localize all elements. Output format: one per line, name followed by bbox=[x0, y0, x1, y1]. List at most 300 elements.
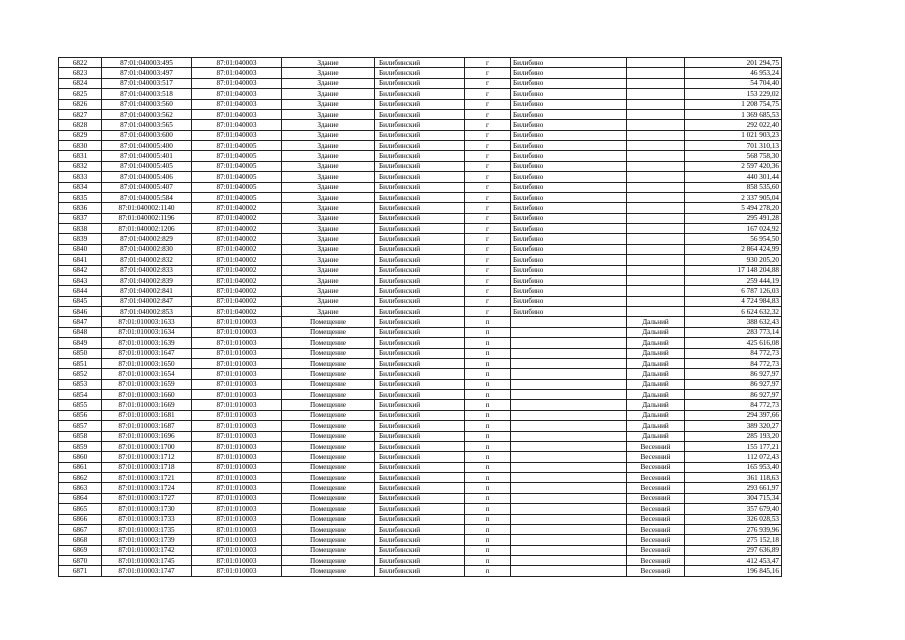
cell-row-number: 6863 bbox=[59, 483, 102, 493]
cell-settlement-type: п bbox=[465, 317, 511, 327]
cell-cadastral-value: 54 704,40 bbox=[685, 78, 782, 88]
cell-district: Билибинский bbox=[375, 182, 465, 192]
cell-object-type: Здание bbox=[282, 265, 375, 275]
cell-cadastral-quarter: 87:01:040003 bbox=[192, 120, 282, 130]
cell-object-type: Здание bbox=[282, 275, 375, 285]
cell-cadastral-value: 930 205,20 bbox=[685, 255, 782, 265]
cell-district: Билибинский bbox=[375, 78, 465, 88]
cell-row-number: 6824 bbox=[59, 78, 102, 88]
cell-settlement-type: г bbox=[465, 89, 511, 99]
cell-cadastral-value: 259 444,19 bbox=[685, 275, 782, 285]
cell-cadastral-value: 112 072,43 bbox=[685, 452, 782, 462]
cell-row-number: 6852 bbox=[59, 369, 102, 379]
cell-settlement-type: г bbox=[465, 307, 511, 317]
cell-district: Билибинский bbox=[375, 224, 465, 234]
cell-row-number: 6841 bbox=[59, 255, 102, 265]
cell-district: Билибинский bbox=[375, 89, 465, 99]
cell-cadastral-value: 361 118,63 bbox=[685, 473, 782, 483]
table-row bbox=[59, 89, 782, 99]
cell-settlement-type: п bbox=[465, 524, 511, 534]
table-row bbox=[59, 566, 782, 576]
cell-cadastral-value: 2 597 420,36 bbox=[685, 161, 782, 171]
cell-cadastral-value: 1 021 903,23 bbox=[685, 130, 782, 140]
cell-row-number: 6844 bbox=[59, 286, 102, 296]
cell-settlement-type: п bbox=[465, 473, 511, 483]
cell-row-number: 6825 bbox=[59, 89, 102, 99]
table-row bbox=[59, 192, 782, 202]
cell-cadastral-quarter: 87:01:010003 bbox=[192, 338, 282, 348]
cell-settlement bbox=[627, 58, 685, 68]
cell-cadastral-number: 87:01:010003:1721 bbox=[102, 473, 192, 483]
table-row bbox=[59, 514, 782, 524]
cell-object-type: Здание bbox=[282, 78, 375, 88]
cell-city: Билибино bbox=[511, 130, 627, 140]
cell-cadastral-number: 87:01:010003:1718 bbox=[102, 462, 192, 472]
cell-district: Билибинский bbox=[375, 161, 465, 171]
cell-cadastral-number: 87:01:040003:495 bbox=[102, 58, 192, 68]
cell-row-number: 6853 bbox=[59, 379, 102, 389]
cell-cadastral-number: 87:01:010003:1669 bbox=[102, 400, 192, 410]
cell-cadastral-number: 87:01:010003:1687 bbox=[102, 421, 192, 431]
cell-settlement-type: п bbox=[465, 369, 511, 379]
table-row bbox=[59, 327, 782, 337]
table-row bbox=[59, 109, 782, 119]
cell-settlement bbox=[627, 120, 685, 130]
cell-cadastral-number: 87:01:010003:1639 bbox=[102, 338, 192, 348]
table-row bbox=[59, 182, 782, 192]
cell-city bbox=[511, 410, 627, 420]
cell-object-type: Здание bbox=[282, 296, 375, 306]
cell-cadastral-number: 87:01:010003:1696 bbox=[102, 431, 192, 441]
cell-object-type: Помещение bbox=[282, 493, 375, 503]
cell-cadastral-number: 87:01:040002:841 bbox=[102, 286, 192, 296]
cell-city: Билибино bbox=[511, 286, 627, 296]
cell-object-type: Помещение bbox=[282, 410, 375, 420]
cell-district: Билибинский bbox=[375, 244, 465, 254]
table-row bbox=[59, 275, 782, 285]
cell-cadastral-value: 388 632,43 bbox=[685, 317, 782, 327]
cell-city bbox=[511, 504, 627, 514]
table-row bbox=[59, 141, 782, 151]
table-row bbox=[59, 99, 782, 109]
cell-row-number: 6849 bbox=[59, 338, 102, 348]
cell-cadastral-value: 4 724 984,83 bbox=[685, 296, 782, 306]
cell-district: Билибинский bbox=[375, 141, 465, 151]
cell-cadastral-value: 155 177,21 bbox=[685, 441, 782, 451]
cell-cadastral-value: 285 193,20 bbox=[685, 431, 782, 441]
cell-settlement bbox=[627, 89, 685, 99]
cell-district: Билибинский bbox=[375, 390, 465, 400]
cell-settlement-type: г bbox=[465, 255, 511, 265]
cell-city: Билибино bbox=[511, 234, 627, 244]
cell-district: Билибинский bbox=[375, 58, 465, 68]
cell-district: Билибинский bbox=[375, 369, 465, 379]
cell-cadastral-quarter: 87:01:040005 bbox=[192, 141, 282, 151]
cell-object-type: Здание bbox=[282, 68, 375, 78]
cell-settlement-type: г bbox=[465, 182, 511, 192]
cell-cadastral-number: 87:01:010003:1733 bbox=[102, 514, 192, 524]
cell-cadastral-number: 87:01:010003:1724 bbox=[102, 483, 192, 493]
cell-district: Билибинский bbox=[375, 462, 465, 472]
cell-row-number: 6834 bbox=[59, 182, 102, 192]
cell-cadastral-quarter: 87:01:010003 bbox=[192, 462, 282, 472]
cell-settlement-type: г bbox=[465, 161, 511, 171]
cell-settlement-type: п bbox=[465, 431, 511, 441]
cell-cadastral-number: 87:01:040003:562 bbox=[102, 109, 192, 119]
cell-cadastral-quarter: 87:01:040002 bbox=[192, 265, 282, 275]
cell-settlement-type: п bbox=[465, 441, 511, 451]
cell-city bbox=[511, 327, 627, 337]
cell-row-number: 6867 bbox=[59, 524, 102, 534]
cell-settlement-type: г bbox=[465, 296, 511, 306]
table-row bbox=[59, 400, 782, 410]
cell-object-type: Помещение bbox=[282, 441, 375, 451]
cell-city bbox=[511, 473, 627, 483]
cell-settlement-type: п bbox=[465, 327, 511, 337]
cell-city: Билибино bbox=[511, 120, 627, 130]
cell-cadastral-number: 87:01:010003:1739 bbox=[102, 535, 192, 545]
cell-object-type: Здание bbox=[282, 224, 375, 234]
cell-district: Билибинский bbox=[375, 265, 465, 275]
cell-settlement-type: п bbox=[465, 566, 511, 576]
cell-cadastral-quarter: 87:01:040003 bbox=[192, 99, 282, 109]
cell-cadastral-quarter: 87:01:040003 bbox=[192, 68, 282, 78]
cell-cadastral-quarter: 87:01:040003 bbox=[192, 109, 282, 119]
cell-cadastral-quarter: 87:01:010003 bbox=[192, 556, 282, 566]
cell-row-number: 6869 bbox=[59, 545, 102, 555]
cell-settlement-type: п bbox=[465, 452, 511, 462]
cell-object-type: Помещение bbox=[282, 504, 375, 514]
cell-cadastral-quarter: 87:01:040002 bbox=[192, 286, 282, 296]
cell-cadastral-quarter: 87:01:040002 bbox=[192, 296, 282, 306]
cell-settlement: Весенний bbox=[627, 514, 685, 524]
cell-cadastral-quarter: 87:01:010003 bbox=[192, 410, 282, 420]
cell-settlement: Весенний bbox=[627, 483, 685, 493]
cell-cadastral-value: 153 229,02 bbox=[685, 89, 782, 99]
cell-cadastral-number: 87:01:040005:407 bbox=[102, 182, 192, 192]
cell-row-number: 6860 bbox=[59, 452, 102, 462]
cell-settlement-type: п bbox=[465, 462, 511, 472]
cell-city: Билибино bbox=[511, 68, 627, 78]
table-row bbox=[59, 524, 782, 534]
cell-cadastral-quarter: 87:01:040002 bbox=[192, 244, 282, 254]
table-row bbox=[59, 78, 782, 88]
cell-city bbox=[511, 545, 627, 555]
cell-cadastral-quarter: 87:01:040005 bbox=[192, 192, 282, 202]
cadastral-value-table bbox=[58, 57, 782, 577]
cell-cadastral-quarter: 87:01:040003 bbox=[192, 89, 282, 99]
cell-cadastral-quarter: 87:01:040005 bbox=[192, 161, 282, 171]
cell-cadastral-value: 283 773,14 bbox=[685, 327, 782, 337]
cell-cadastral-number: 87:01:010003:1660 bbox=[102, 390, 192, 400]
cell-cadastral-quarter: 87:01:040002 bbox=[192, 307, 282, 317]
cell-cadastral-number: 87:01:040003:497 bbox=[102, 68, 192, 78]
cell-city bbox=[511, 483, 627, 493]
cell-settlement bbox=[627, 255, 685, 265]
cell-city: Билибино bbox=[511, 89, 627, 99]
cell-row-number: 6862 bbox=[59, 473, 102, 483]
cell-city: Билибино bbox=[511, 172, 627, 182]
table-row bbox=[59, 379, 782, 389]
cell-cadastral-value: 292 022,40 bbox=[685, 120, 782, 130]
cell-city bbox=[511, 493, 627, 503]
cell-settlement bbox=[627, 192, 685, 202]
table-row bbox=[59, 286, 782, 296]
cell-row-number: 6839 bbox=[59, 234, 102, 244]
cell-settlement bbox=[627, 151, 685, 161]
cell-settlement-type: г bbox=[465, 151, 511, 161]
cell-object-type: Помещение bbox=[282, 379, 375, 389]
cell-cadastral-quarter: 87:01:040005 bbox=[192, 172, 282, 182]
cell-settlement-type: г bbox=[465, 286, 511, 296]
table-row bbox=[59, 493, 782, 503]
table-row bbox=[59, 58, 782, 68]
cell-settlement: Весенний bbox=[627, 535, 685, 545]
table-row bbox=[59, 203, 782, 213]
cell-settlement-type: п bbox=[465, 390, 511, 400]
cell-row-number: 6842 bbox=[59, 265, 102, 275]
cell-settlement bbox=[627, 286, 685, 296]
cell-object-type: Помещение bbox=[282, 483, 375, 493]
cell-city bbox=[511, 556, 627, 566]
cell-city: Билибино bbox=[511, 224, 627, 234]
cell-cadastral-number: 87:01:010003:1633 bbox=[102, 317, 192, 327]
cell-row-number: 6868 bbox=[59, 535, 102, 545]
cell-city: Билибино bbox=[511, 161, 627, 171]
cell-row-number: 6836 bbox=[59, 203, 102, 213]
cell-cadastral-value: 165 953,40 bbox=[685, 462, 782, 472]
cell-district: Билибинский bbox=[375, 151, 465, 161]
cell-settlement-type: г bbox=[465, 203, 511, 213]
table-row bbox=[59, 307, 782, 317]
cell-cadastral-value: 201 294,75 bbox=[685, 58, 782, 68]
cell-city bbox=[511, 379, 627, 389]
cell-city: Билибино bbox=[511, 141, 627, 151]
cell-cadastral-number: 87:01:010003:1654 bbox=[102, 369, 192, 379]
cell-cadastral-number: 87:01:040003:517 bbox=[102, 78, 192, 88]
cell-city bbox=[511, 390, 627, 400]
cell-row-number: 6830 bbox=[59, 141, 102, 151]
cell-settlement bbox=[627, 172, 685, 182]
cell-settlement-type: п bbox=[465, 493, 511, 503]
table-row bbox=[59, 390, 782, 400]
cell-settlement bbox=[627, 78, 685, 88]
cell-object-type: Помещение bbox=[282, 473, 375, 483]
cell-settlement bbox=[627, 265, 685, 275]
cell-cadastral-number: 87:01:040002:853 bbox=[102, 307, 192, 317]
cell-cadastral-value: 425 616,08 bbox=[685, 338, 782, 348]
table-row bbox=[59, 473, 782, 483]
cell-city bbox=[511, 462, 627, 472]
cell-district: Билибинский bbox=[375, 431, 465, 441]
cell-cadastral-value: 2 337 905,04 bbox=[685, 192, 782, 202]
cell-object-type: Помещение bbox=[282, 369, 375, 379]
cell-district: Билибинский bbox=[375, 358, 465, 368]
cell-city bbox=[511, 421, 627, 431]
cell-object-type: Здание bbox=[282, 182, 375, 192]
cell-settlement: Дальний bbox=[627, 338, 685, 348]
cell-cadastral-quarter: 87:01:010003 bbox=[192, 421, 282, 431]
table-row bbox=[59, 317, 782, 327]
cell-cadastral-quarter: 87:01:040002 bbox=[192, 275, 282, 285]
cell-cadastral-quarter: 87:01:040003 bbox=[192, 58, 282, 68]
cell-settlement-type: г bbox=[465, 213, 511, 223]
table-row bbox=[59, 358, 782, 368]
cell-settlement-type: п bbox=[465, 410, 511, 420]
cell-row-number: 6851 bbox=[59, 358, 102, 368]
cell-settlement-type: г bbox=[465, 275, 511, 285]
cell-cadastral-quarter: 87:01:040003 bbox=[192, 78, 282, 88]
cell-settlement bbox=[627, 244, 685, 254]
cell-settlement-type: п bbox=[465, 556, 511, 566]
cell-object-type: Здание bbox=[282, 141, 375, 151]
table-row bbox=[59, 255, 782, 265]
cell-city: Билибино bbox=[511, 213, 627, 223]
cell-cadastral-value: 294 397,66 bbox=[685, 410, 782, 420]
cell-city: Билибино bbox=[511, 203, 627, 213]
cell-cadastral-number: 87:01:010003:1735 bbox=[102, 524, 192, 534]
cell-cadastral-quarter: 87:01:010003 bbox=[192, 452, 282, 462]
cell-settlement-type: п bbox=[465, 421, 511, 431]
cell-settlement bbox=[627, 224, 685, 234]
cell-cadastral-number: 87:01:010003:1712 bbox=[102, 452, 192, 462]
cell-settlement-type: п bbox=[465, 400, 511, 410]
cell-cadastral-quarter: 87:01:010003 bbox=[192, 317, 282, 327]
cell-object-type: Здание bbox=[282, 203, 375, 213]
cell-district: Билибинский bbox=[375, 545, 465, 555]
cell-cadastral-number: 87:01:040002:847 bbox=[102, 296, 192, 306]
cell-settlement-type: г bbox=[465, 141, 511, 151]
cell-settlement: Весенний bbox=[627, 473, 685, 483]
cell-cadastral-number: 87:01:040005:400 bbox=[102, 141, 192, 151]
cell-district: Билибинский bbox=[375, 535, 465, 545]
cell-object-type: Здание bbox=[282, 286, 375, 296]
cell-cadastral-quarter: 87:01:010003 bbox=[192, 514, 282, 524]
table-row bbox=[59, 234, 782, 244]
cell-row-number: 6828 bbox=[59, 120, 102, 130]
cell-cadastral-number: 87:01:010003:1659 bbox=[102, 379, 192, 389]
cell-settlement bbox=[627, 141, 685, 151]
cell-settlement bbox=[627, 182, 685, 192]
cell-city: Билибино bbox=[511, 192, 627, 202]
cell-cadastral-number: 87:01:040003:560 bbox=[102, 99, 192, 109]
cell-district: Билибинский bbox=[375, 213, 465, 223]
cell-cadastral-number: 87:01:040002:1196 bbox=[102, 213, 192, 223]
cell-settlement: Весенний bbox=[627, 556, 685, 566]
cell-row-number: 6866 bbox=[59, 514, 102, 524]
cell-cadastral-value: 412 453,47 bbox=[685, 556, 782, 566]
cell-city: Билибино bbox=[511, 58, 627, 68]
cell-object-type: Помещение bbox=[282, 421, 375, 431]
cell-cadastral-number: 87:01:010003:1745 bbox=[102, 556, 192, 566]
cell-district: Билибинский bbox=[375, 296, 465, 306]
cell-city bbox=[511, 524, 627, 534]
cell-district: Билибинский bbox=[375, 68, 465, 78]
cell-row-number: 6840 bbox=[59, 244, 102, 254]
cell-settlement: Дальний bbox=[627, 421, 685, 431]
cell-settlement bbox=[627, 203, 685, 213]
cell-cadastral-value: 568 758,30 bbox=[685, 151, 782, 161]
cell-cadastral-value: 1 208 754,75 bbox=[685, 99, 782, 109]
cell-settlement: Весенний bbox=[627, 566, 685, 576]
cell-cadastral-value: 6 624 632,32 bbox=[685, 307, 782, 317]
cell-settlement: Дальний bbox=[627, 410, 685, 420]
cell-city: Билибино bbox=[511, 244, 627, 254]
cell-settlement-type: г bbox=[465, 224, 511, 234]
cell-cadastral-value: 196 845,16 bbox=[685, 566, 782, 576]
cell-object-type: Помещение bbox=[282, 524, 375, 534]
cell-row-number: 6846 bbox=[59, 307, 102, 317]
cell-object-type: Помещение bbox=[282, 390, 375, 400]
cell-cadastral-quarter: 87:01:010003 bbox=[192, 566, 282, 576]
cell-cadastral-number: 87:01:040005:584 bbox=[102, 192, 192, 202]
cell-settlement bbox=[627, 307, 685, 317]
cell-cadastral-value: 17 148 204,88 bbox=[685, 265, 782, 275]
cell-row-number: 6864 bbox=[59, 493, 102, 503]
cell-cadastral-quarter: 87:01:010003 bbox=[192, 369, 282, 379]
cell-settlement-type: г bbox=[465, 109, 511, 119]
table-row bbox=[59, 130, 782, 140]
cell-settlement-type: г bbox=[465, 58, 511, 68]
cell-cadastral-number: 87:01:010003:1647 bbox=[102, 348, 192, 358]
cell-cadastral-value: 440 301,44 bbox=[685, 172, 782, 182]
cell-district: Билибинский bbox=[375, 504, 465, 514]
cell-cadastral-number: 87:01:010003:1727 bbox=[102, 493, 192, 503]
cell-settlement: Дальний bbox=[627, 390, 685, 400]
cell-settlement-type: г bbox=[465, 68, 511, 78]
cell-object-type: Помещение bbox=[282, 338, 375, 348]
cell-cadastral-number: 87:01:040005:406 bbox=[102, 172, 192, 182]
table-row bbox=[59, 431, 782, 441]
table-row bbox=[59, 556, 782, 566]
cell-settlement: Весенний bbox=[627, 545, 685, 555]
cell-cadastral-value: 304 715,34 bbox=[685, 493, 782, 503]
cell-cadastral-quarter: 87:01:040005 bbox=[192, 151, 282, 161]
cell-object-type: Здание bbox=[282, 89, 375, 99]
cell-district: Билибинский bbox=[375, 566, 465, 576]
cell-cadastral-value: 84 772,73 bbox=[685, 400, 782, 410]
cell-district: Билибинский bbox=[375, 234, 465, 244]
cell-district: Билибинский bbox=[375, 421, 465, 431]
cell-district: Билибинский bbox=[375, 192, 465, 202]
cell-row-number: 6870 bbox=[59, 556, 102, 566]
cell-settlement bbox=[627, 130, 685, 140]
table-row bbox=[59, 441, 782, 451]
cell-cadastral-value: 2 864 424,99 bbox=[685, 244, 782, 254]
cell-settlement-type: г bbox=[465, 265, 511, 275]
cell-object-type: Здание bbox=[282, 109, 375, 119]
cell-settlement-type: п bbox=[465, 504, 511, 514]
cell-settlement-type: п bbox=[465, 358, 511, 368]
cell-object-type: Помещение bbox=[282, 327, 375, 337]
cell-city: Билибино bbox=[511, 99, 627, 109]
cell-cadastral-number: 87:01:010003:1681 bbox=[102, 410, 192, 420]
cell-cadastral-value: 276 939,96 bbox=[685, 524, 782, 534]
cell-district: Билибинский bbox=[375, 203, 465, 213]
cell-object-type: Помещение bbox=[282, 317, 375, 327]
cell-cadastral-number: 87:01:040005:401 bbox=[102, 151, 192, 161]
cell-cadastral-number: 87:01:040002:829 bbox=[102, 234, 192, 244]
cell-district: Билибинский bbox=[375, 473, 465, 483]
cell-cadastral-value: 5 494 278,20 bbox=[685, 203, 782, 213]
cell-settlement: Дальний bbox=[627, 369, 685, 379]
cell-district: Билибинский bbox=[375, 286, 465, 296]
cell-district: Билибинский bbox=[375, 130, 465, 140]
cell-district: Билибинский bbox=[375, 120, 465, 130]
cell-settlement-type: г bbox=[465, 244, 511, 254]
cell-settlement-type: п bbox=[465, 338, 511, 348]
cell-cadastral-quarter: 87:01:010003 bbox=[192, 483, 282, 493]
